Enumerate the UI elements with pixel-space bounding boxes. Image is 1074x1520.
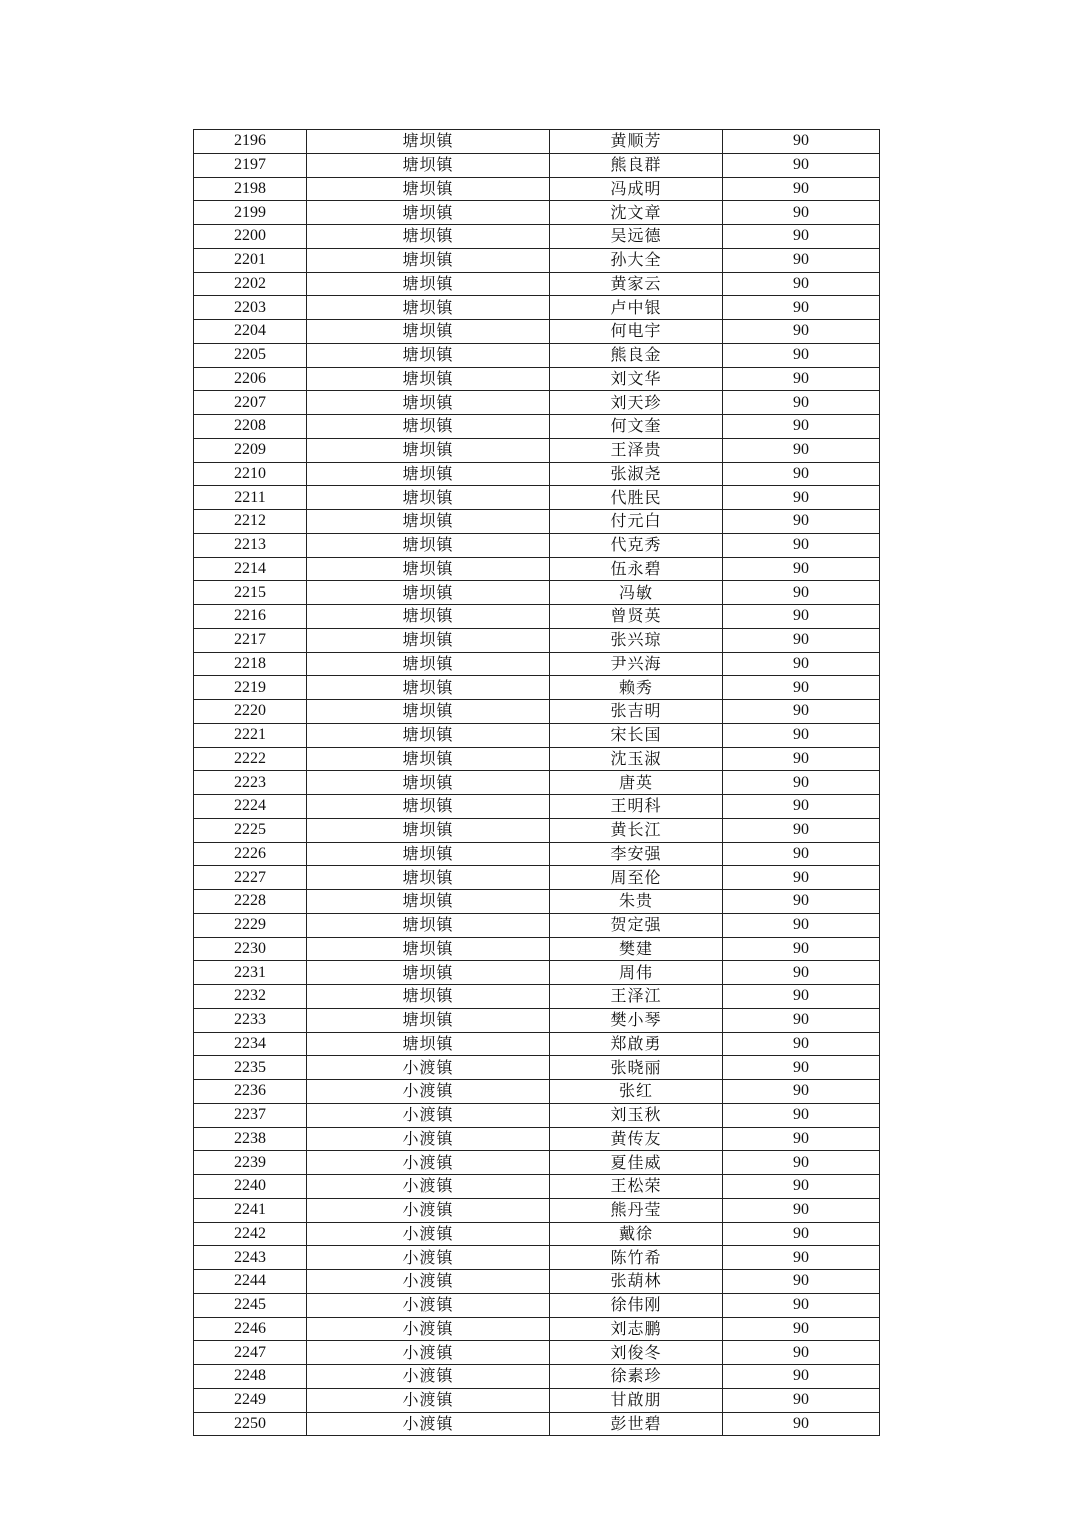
table-row — [194, 201, 880, 225]
amount-cell: 90 — [723, 225, 880, 249]
person-name-cell: 付元白 — [550, 510, 723, 534]
amount-cell: 90 — [723, 1270, 880, 1294]
person-name-cell: 戴徐 — [550, 1222, 723, 1246]
table-row — [194, 795, 880, 819]
amount-cell: 90 — [723, 510, 880, 534]
row-number-cell: 2247 — [194, 1341, 307, 1365]
town-cell: 小渡镇 — [307, 1412, 550, 1436]
amount-cell: 90 — [723, 272, 880, 296]
row-number-cell: 2202 — [194, 272, 307, 296]
row-number-cell: 2237 — [194, 1103, 307, 1127]
amount-cell: 90 — [723, 486, 880, 510]
town-cell: 塘坝镇 — [307, 581, 550, 605]
row-number-cell: 2197 — [194, 153, 307, 177]
town-cell: 小渡镇 — [307, 1317, 550, 1341]
table-row — [194, 153, 880, 177]
person-name-cell: 冯敏 — [550, 581, 723, 605]
amount-cell: 90 — [723, 795, 880, 819]
town-cell: 塘坝镇 — [307, 486, 550, 510]
person-name-cell: 黄传友 — [550, 1127, 723, 1151]
amount-cell: 90 — [723, 605, 880, 629]
town-cell: 塘坝镇 — [307, 676, 550, 700]
table-row — [194, 462, 880, 486]
table-row — [194, 1246, 880, 1270]
row-number-cell: 2243 — [194, 1246, 307, 1270]
table-row — [194, 866, 880, 890]
row-number-cell: 2225 — [194, 818, 307, 842]
table-row — [194, 343, 880, 367]
table-row — [194, 486, 880, 510]
row-number-cell: 2204 — [194, 320, 307, 344]
amount-cell: 90 — [723, 1103, 880, 1127]
row-number-cell: 2226 — [194, 842, 307, 866]
amount-cell: 90 — [723, 296, 880, 320]
table-row — [194, 1317, 880, 1341]
person-name-cell: 孙大全 — [550, 248, 723, 272]
town-cell: 塘坝镇 — [307, 747, 550, 771]
table-row — [194, 605, 880, 629]
person-name-cell: 夏佳威 — [550, 1151, 723, 1175]
table-row — [194, 937, 880, 961]
town-cell: 塘坝镇 — [307, 296, 550, 320]
town-cell: 塘坝镇 — [307, 201, 550, 225]
row-number-cell: 2246 — [194, 1317, 307, 1341]
row-number-cell: 2249 — [194, 1388, 307, 1412]
town-cell: 小渡镇 — [307, 1365, 550, 1389]
table-row — [194, 1127, 880, 1151]
row-number-cell: 2213 — [194, 533, 307, 557]
town-cell: 塘坝镇 — [307, 557, 550, 581]
amount-cell: 90 — [723, 866, 880, 890]
row-number-cell: 2207 — [194, 391, 307, 415]
person-name-cell: 王明科 — [550, 795, 723, 819]
amount-cell: 90 — [723, 201, 880, 225]
town-cell: 小渡镇 — [307, 1103, 550, 1127]
town-cell: 塘坝镇 — [307, 272, 550, 296]
amount-cell: 90 — [723, 771, 880, 795]
row-number-cell: 2236 — [194, 1080, 307, 1104]
person-name-cell: 黄长江 — [550, 818, 723, 842]
town-cell: 塘坝镇 — [307, 438, 550, 462]
row-number-cell: 2227 — [194, 866, 307, 890]
person-name-cell: 黄顺芳 — [550, 130, 723, 154]
row-number-cell: 2199 — [194, 201, 307, 225]
town-cell: 塘坝镇 — [307, 391, 550, 415]
table-row — [194, 985, 880, 1009]
row-number-cell: 2231 — [194, 961, 307, 985]
person-name-cell: 陈竹希 — [550, 1246, 723, 1270]
town-cell: 塘坝镇 — [307, 1032, 550, 1056]
person-name-cell: 沈玉淑 — [550, 747, 723, 771]
row-number-cell: 2250 — [194, 1412, 307, 1436]
row-number-cell: 2217 — [194, 628, 307, 652]
amount-cell: 90 — [723, 581, 880, 605]
amount-cell: 90 — [723, 1317, 880, 1341]
town-cell: 塘坝镇 — [307, 985, 550, 1009]
town-cell: 小渡镇 — [307, 1198, 550, 1222]
table-row — [194, 391, 880, 415]
row-number-cell: 2245 — [194, 1293, 307, 1317]
person-name-cell: 张葫林 — [550, 1270, 723, 1294]
table-row — [194, 1151, 880, 1175]
table-row — [194, 557, 880, 581]
row-number-cell: 2221 — [194, 723, 307, 747]
town-cell: 小渡镇 — [307, 1222, 550, 1246]
amount-cell: 90 — [723, 913, 880, 937]
amount-cell: 90 — [723, 723, 880, 747]
table-row — [194, 533, 880, 557]
table-row — [194, 1056, 880, 1080]
row-number-cell: 2235 — [194, 1056, 307, 1080]
table-row — [194, 510, 880, 534]
amount-cell: 90 — [723, 1293, 880, 1317]
row-number-cell: 2218 — [194, 652, 307, 676]
person-name-cell: 朱贵 — [550, 890, 723, 914]
row-number-cell: 2212 — [194, 510, 307, 534]
row-number-cell: 2229 — [194, 913, 307, 937]
table-row — [194, 177, 880, 201]
table-row — [194, 1008, 880, 1032]
row-number-cell: 2230 — [194, 937, 307, 961]
town-cell: 塘坝镇 — [307, 818, 550, 842]
person-name-cell: 何电宇 — [550, 320, 723, 344]
person-name-cell: 张兴琼 — [550, 628, 723, 652]
town-cell: 塘坝镇 — [307, 723, 550, 747]
amount-cell: 90 — [723, 1246, 880, 1270]
person-name-cell: 代胜民 — [550, 486, 723, 510]
person-name-cell: 赖秀 — [550, 676, 723, 700]
town-cell: 小渡镇 — [307, 1270, 550, 1294]
town-cell: 塘坝镇 — [307, 700, 550, 724]
table-row — [194, 818, 880, 842]
amount-cell: 90 — [723, 1056, 880, 1080]
town-cell: 塘坝镇 — [307, 510, 550, 534]
person-name-cell: 熊丹莹 — [550, 1198, 723, 1222]
table-row — [194, 320, 880, 344]
person-name-cell: 刘志鹏 — [550, 1317, 723, 1341]
table-row — [194, 1080, 880, 1104]
person-name-cell: 樊小琴 — [550, 1008, 723, 1032]
table-row — [194, 1103, 880, 1127]
town-cell: 塘坝镇 — [307, 628, 550, 652]
person-name-cell: 樊建 — [550, 937, 723, 961]
row-number-cell: 2239 — [194, 1151, 307, 1175]
person-name-cell: 甘啟朋 — [550, 1388, 723, 1412]
town-cell: 塘坝镇 — [307, 937, 550, 961]
row-number-cell: 2238 — [194, 1127, 307, 1151]
person-name-cell: 唐英 — [550, 771, 723, 795]
person-name-cell: 彭世碧 — [550, 1412, 723, 1436]
person-name-cell: 刘俊冬 — [550, 1341, 723, 1365]
town-cell: 塘坝镇 — [307, 462, 550, 486]
table-row — [194, 272, 880, 296]
person-name-cell: 沈文章 — [550, 201, 723, 225]
amount-cell: 90 — [723, 130, 880, 154]
town-cell: 塘坝镇 — [307, 153, 550, 177]
town-cell: 塘坝镇 — [307, 605, 550, 629]
row-number-cell: 2196 — [194, 130, 307, 154]
amount-cell: 90 — [723, 1008, 880, 1032]
row-number-cell: 2223 — [194, 771, 307, 795]
town-cell: 塘坝镇 — [307, 842, 550, 866]
amount-cell: 90 — [723, 533, 880, 557]
person-name-cell: 徐素珍 — [550, 1365, 723, 1389]
row-number-cell: 2240 — [194, 1175, 307, 1199]
row-number-cell: 2203 — [194, 296, 307, 320]
person-name-cell: 张红 — [550, 1080, 723, 1104]
person-name-cell: 伍永碧 — [550, 557, 723, 581]
table-row — [194, 438, 880, 462]
person-name-cell: 刘文华 — [550, 367, 723, 391]
person-name-cell: 何文奎 — [550, 415, 723, 439]
person-name-cell: 曾贤英 — [550, 605, 723, 629]
amount-cell: 90 — [723, 652, 880, 676]
amount-cell: 90 — [723, 557, 880, 581]
row-number-cell: 2216 — [194, 605, 307, 629]
person-name-cell: 周至伦 — [550, 866, 723, 890]
amount-cell: 90 — [723, 1412, 880, 1436]
amount-cell: 90 — [723, 343, 880, 367]
table-row — [194, 1388, 880, 1412]
person-name-cell: 卢中银 — [550, 296, 723, 320]
town-cell: 塘坝镇 — [307, 248, 550, 272]
amount-cell: 90 — [723, 676, 880, 700]
amount-cell: 90 — [723, 1388, 880, 1412]
person-name-cell: 徐伟刚 — [550, 1293, 723, 1317]
table-row — [194, 842, 880, 866]
row-number-cell: 2206 — [194, 367, 307, 391]
table-row — [194, 1222, 880, 1246]
row-number-cell: 2210 — [194, 462, 307, 486]
table-row — [194, 961, 880, 985]
amount-cell: 90 — [723, 367, 880, 391]
table-row — [194, 723, 880, 747]
town-cell: 塘坝镇 — [307, 961, 550, 985]
town-cell: 小渡镇 — [307, 1293, 550, 1317]
town-cell: 塘坝镇 — [307, 343, 550, 367]
row-number-cell: 2201 — [194, 248, 307, 272]
table-row — [194, 1293, 880, 1317]
town-cell: 塘坝镇 — [307, 225, 550, 249]
amount-cell: 90 — [723, 628, 880, 652]
amount-cell: 90 — [723, 747, 880, 771]
table-row — [194, 1032, 880, 1056]
table-row — [194, 628, 880, 652]
town-cell: 塘坝镇 — [307, 890, 550, 914]
table-row — [194, 248, 880, 272]
town-cell: 小渡镇 — [307, 1175, 550, 1199]
amount-cell: 90 — [723, 1198, 880, 1222]
amount-cell: 90 — [723, 462, 880, 486]
amount-cell: 90 — [723, 1151, 880, 1175]
person-name-cell: 张吉明 — [550, 700, 723, 724]
table-row — [194, 747, 880, 771]
row-number-cell: 2211 — [194, 486, 307, 510]
table-row — [194, 1412, 880, 1436]
person-name-cell: 吴远德 — [550, 225, 723, 249]
town-cell: 塘坝镇 — [307, 177, 550, 201]
person-name-cell: 熊良金 — [550, 343, 723, 367]
row-number-cell: 2222 — [194, 747, 307, 771]
amount-cell: 90 — [723, 153, 880, 177]
person-name-cell: 刘天珍 — [550, 391, 723, 415]
amount-cell: 90 — [723, 1365, 880, 1389]
row-number-cell: 2219 — [194, 676, 307, 700]
amount-cell: 90 — [723, 438, 880, 462]
person-name-cell: 张淑尧 — [550, 462, 723, 486]
town-cell: 塘坝镇 — [307, 320, 550, 344]
row-number-cell: 2242 — [194, 1222, 307, 1246]
amount-cell: 90 — [723, 415, 880, 439]
town-cell: 塘坝镇 — [307, 1008, 550, 1032]
person-name-cell: 李安强 — [550, 842, 723, 866]
person-name-cell: 王泽贵 — [550, 438, 723, 462]
table-row — [194, 1270, 880, 1294]
amount-cell: 90 — [723, 1032, 880, 1056]
town-cell: 小渡镇 — [307, 1151, 550, 1175]
town-cell: 小渡镇 — [307, 1056, 550, 1080]
person-name-cell: 周伟 — [550, 961, 723, 985]
row-number-cell: 2232 — [194, 985, 307, 1009]
person-name-cell: 王松荣 — [550, 1175, 723, 1199]
person-name-cell: 宋长国 — [550, 723, 723, 747]
roster-table-body — [194, 130, 880, 1436]
town-cell: 塘坝镇 — [307, 130, 550, 154]
row-number-cell: 2244 — [194, 1270, 307, 1294]
person-name-cell: 代克秀 — [550, 533, 723, 557]
amount-cell: 90 — [723, 1080, 880, 1104]
town-cell: 塘坝镇 — [307, 866, 550, 890]
table-row — [194, 890, 880, 914]
row-number-cell: 2234 — [194, 1032, 307, 1056]
table-row — [194, 225, 880, 249]
town-cell: 塘坝镇 — [307, 795, 550, 819]
person-name-cell: 熊良群 — [550, 153, 723, 177]
amount-cell: 90 — [723, 320, 880, 344]
amount-cell: 90 — [723, 1341, 880, 1365]
person-name-cell: 冯成明 — [550, 177, 723, 201]
town-cell: 小渡镇 — [307, 1246, 550, 1270]
person-name-cell: 王泽江 — [550, 985, 723, 1009]
roster-table — [193, 129, 880, 1436]
person-name-cell: 贺定强 — [550, 913, 723, 937]
amount-cell: 90 — [723, 1222, 880, 1246]
row-number-cell: 2224 — [194, 795, 307, 819]
amount-cell: 90 — [723, 842, 880, 866]
row-number-cell: 2200 — [194, 225, 307, 249]
row-number-cell: 2228 — [194, 890, 307, 914]
town-cell: 小渡镇 — [307, 1127, 550, 1151]
amount-cell: 90 — [723, 937, 880, 961]
table-row — [194, 1365, 880, 1389]
town-cell: 塘坝镇 — [307, 367, 550, 391]
table-row — [194, 700, 880, 724]
person-name-cell: 尹兴海 — [550, 652, 723, 676]
row-number-cell: 2209 — [194, 438, 307, 462]
table-row — [194, 415, 880, 439]
amount-cell: 90 — [723, 1175, 880, 1199]
table-row — [194, 367, 880, 391]
amount-cell: 90 — [723, 890, 880, 914]
table-row — [194, 1341, 880, 1365]
row-number-cell: 2241 — [194, 1198, 307, 1222]
table-row — [194, 1198, 880, 1222]
table-row — [194, 1175, 880, 1199]
amount-cell: 90 — [723, 818, 880, 842]
person-name-cell: 张晓丽 — [550, 1056, 723, 1080]
row-number-cell: 2214 — [194, 557, 307, 581]
row-number-cell: 2220 — [194, 700, 307, 724]
town-cell: 塘坝镇 — [307, 771, 550, 795]
row-number-cell: 2215 — [194, 581, 307, 605]
table-row — [194, 771, 880, 795]
row-number-cell: 2233 — [194, 1008, 307, 1032]
town-cell: 塘坝镇 — [307, 913, 550, 937]
table-row — [194, 652, 880, 676]
amount-cell: 90 — [723, 177, 880, 201]
row-number-cell: 2205 — [194, 343, 307, 367]
table-row — [194, 130, 880, 154]
person-name-cell: 郑啟勇 — [550, 1032, 723, 1056]
row-number-cell: 2248 — [194, 1365, 307, 1389]
town-cell: 小渡镇 — [307, 1388, 550, 1412]
town-cell: 小渡镇 — [307, 1341, 550, 1365]
row-number-cell: 2198 — [194, 177, 307, 201]
town-cell: 塘坝镇 — [307, 533, 550, 557]
amount-cell: 90 — [723, 248, 880, 272]
amount-cell: 90 — [723, 391, 880, 415]
table-row — [194, 913, 880, 937]
town-cell: 塘坝镇 — [307, 415, 550, 439]
town-cell: 小渡镇 — [307, 1080, 550, 1104]
amount-cell: 90 — [723, 961, 880, 985]
person-name-cell: 黄家云 — [550, 272, 723, 296]
table-row — [194, 676, 880, 700]
amount-cell: 90 — [723, 700, 880, 724]
row-number-cell: 2208 — [194, 415, 307, 439]
amount-cell: 90 — [723, 985, 880, 1009]
amount-cell: 90 — [723, 1127, 880, 1151]
town-cell: 塘坝镇 — [307, 652, 550, 676]
table-row — [194, 296, 880, 320]
person-name-cell: 刘玉秋 — [550, 1103, 723, 1127]
table-row — [194, 581, 880, 605]
